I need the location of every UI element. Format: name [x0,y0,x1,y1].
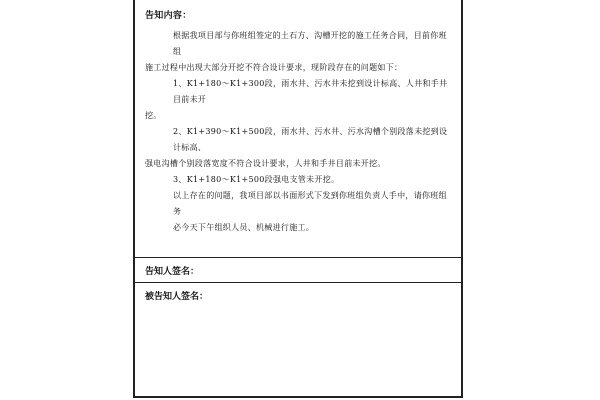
closing-line-1: 以上存在的问题，我项目部以书面形式下发到你班组负责人手中，请你班组务 [173,191,447,216]
notice-heading: 告知内容： [145,11,192,21]
notifier-signature-label: 告知人签名： [145,267,200,277]
item-2-line-1: 2、K1+390～K1+500段，雨水井、污水井、污水沟槽个别段落未挖到设计标高、 [173,127,448,152]
divider-notifier [135,257,461,258]
item-1-line-1: 1、K1+180～K1+300段，雨水井、污水井未挖到设计标高、人井和手井目前未开 [173,79,448,104]
item-1-line-2: 挖。 [145,111,162,120]
notice-form [133,0,463,398]
item-2-line-2: 强电沟槽个别段落宽度不符合设计要求，人井和手井目前未开挖。 [145,159,386,168]
item-3-line-1: 3、K1+180～K1+500段强电支管未开挖。 [173,175,340,184]
notice-content [145,10,455,236]
intro-line-2: 施工过程中出现大部分开挖不符合设计要求，现阶段存在的问题如下： [145,63,403,72]
intro-line-1: 根据我项目部与你班组签定的土石方、沟槽开挖的施工任务合同，目前你班组 [173,31,447,56]
divider-recipient [135,282,461,283]
closing-line-2: 必今天下午组织人员、机械进行施工。 [173,223,315,232]
recipient-signature-label: 被告知人签名： [145,292,209,302]
